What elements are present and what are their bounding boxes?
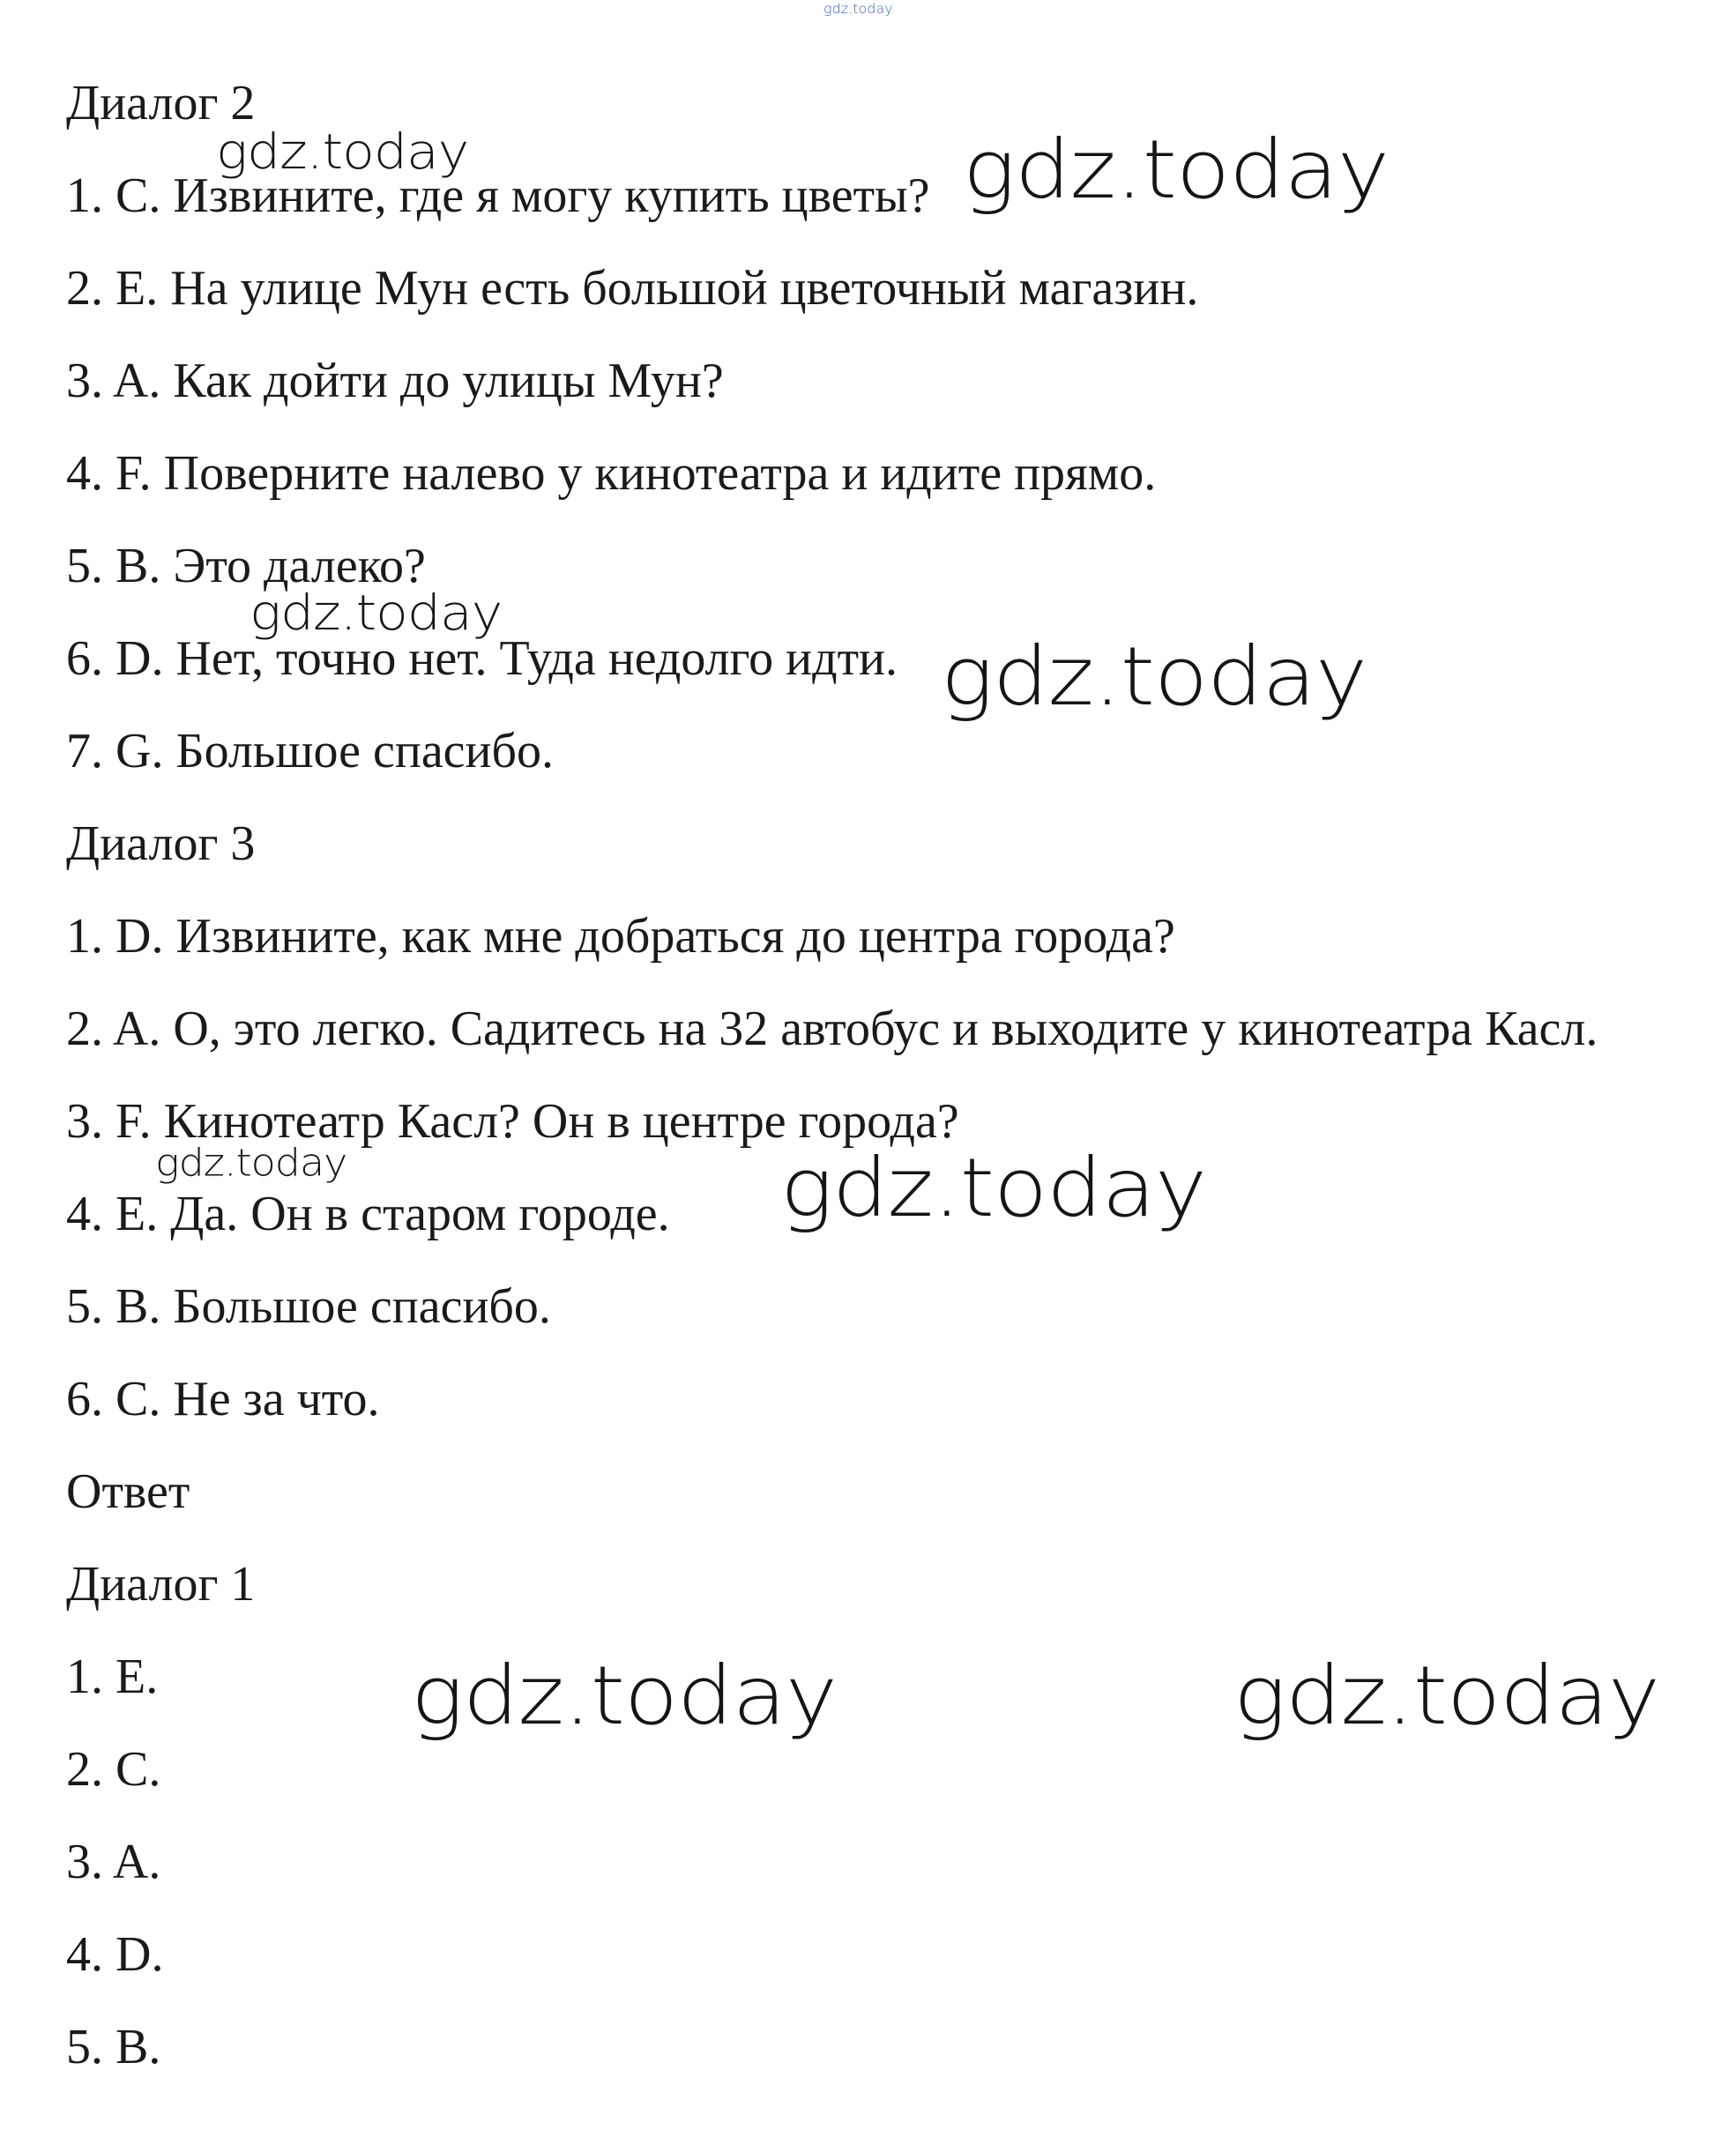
- answer-line-3: 3. A.: [66, 1835, 161, 1889]
- dialog2-title: Диалог 2: [66, 76, 256, 130]
- watermark-3: gdz.today: [250, 585, 503, 642]
- dialog3-line-5: 5. B. Большое спасибо.: [66, 1279, 551, 1334]
- dialog2-line-5: 5. B. Это далеко?: [66, 539, 426, 593]
- dialog3-title: Диалог 3: [66, 816, 256, 871]
- watermark-7: gdz.today: [411, 1648, 838, 1743]
- answer-line-4: 4. D.: [66, 1927, 164, 1982]
- dialog3-line-3: 3. F. Кинотеатр Касл? Он в центре города?: [66, 1094, 959, 1149]
- dialog3-line-6: 6. C. Не за что.: [66, 1372, 380, 1426]
- dialog2-line-3: 3. A. Как дойти до улицы Мун?: [66, 354, 724, 408]
- dialog3-line-1: 1. D. Извините, как мне добраться до центра города?: [66, 909, 1175, 964]
- watermark-2: gdz.today: [963, 122, 1390, 217]
- answer-dialog1-title: Диалог 1: [66, 1557, 256, 1612]
- answer-line-5: 5. B.: [66, 2020, 161, 2074]
- dialog2-line-6: 6. D. Нет, точно нет. Туда недолго идти.: [66, 631, 898, 686]
- watermark-5: gdz.today: [155, 1141, 347, 1185]
- dialog3-line-4: 4. E. Да. Он в старом городе.: [66, 1187, 670, 1241]
- watermark-1: gdz.today: [216, 123, 469, 181]
- watermark-top: gdz.today: [823, 1, 893, 17]
- dialog3-line-2: 2. A. O, это легко. Садитесь на 32 автобус и выходите у кинотеатра Касл.: [66, 1002, 1598, 1056]
- dialog2-line-2: 2. E. На улице Мун есть большой цветочный магазин.: [66, 261, 1199, 316]
- dialog2-line-4: 4. F. Поверните налево у кинотеатра и идите прямо.: [66, 446, 1157, 501]
- dialog2-line-7: 7. G. Большое спасибо.: [66, 724, 554, 778]
- watermark-4: gdz.today: [941, 629, 1367, 724]
- watermark-6: gdz.today: [780, 1140, 1207, 1235]
- answer-title: Ответ: [66, 1464, 190, 1519]
- answer-line-2: 2. C.: [66, 1742, 161, 1797]
- dialog2-line-1: 1. C. Извините, где я могу купить цветы?: [66, 168, 930, 223]
- watermark-8: gdz.today: [1233, 1648, 1660, 1743]
- answer-line-1: 1. E.: [66, 1649, 159, 1704]
